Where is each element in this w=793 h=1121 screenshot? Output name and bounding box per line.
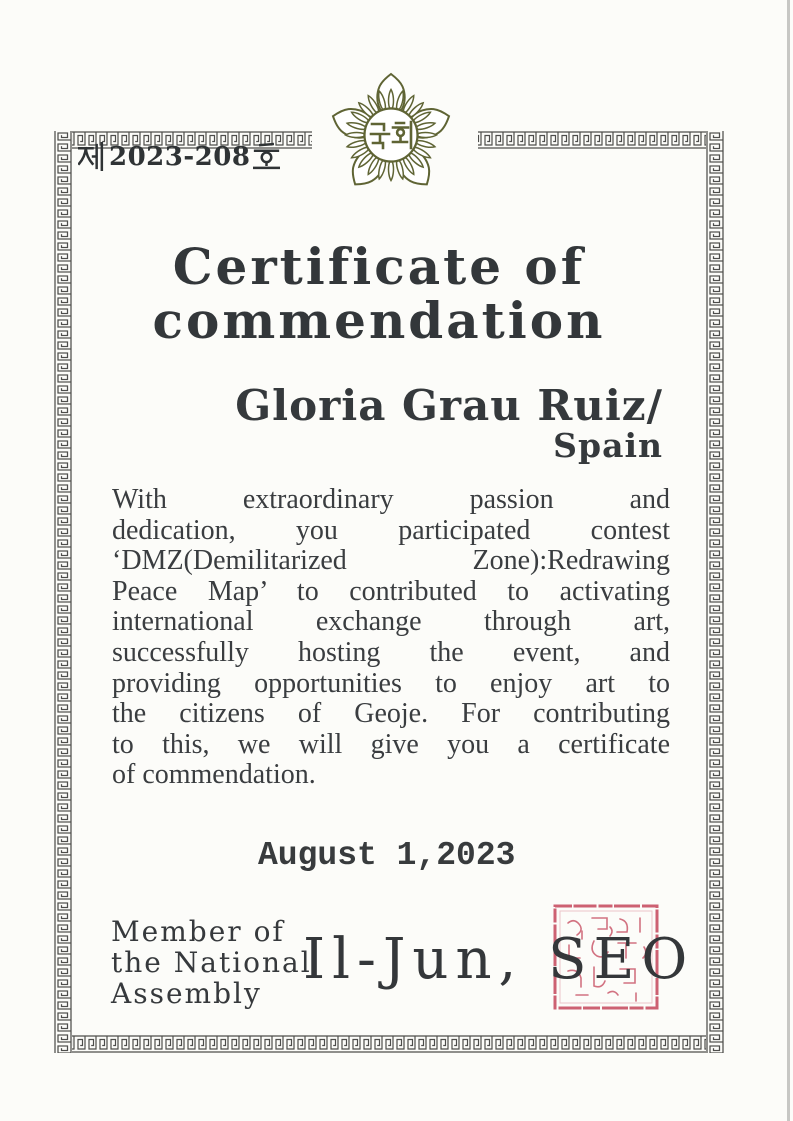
recipient-block bbox=[235, 383, 663, 464]
text-line: the citizens of Geoje. For contributing bbox=[112, 698, 670, 730]
citation-body bbox=[112, 485, 670, 791]
title-line-2: commendation bbox=[152, 291, 606, 350]
text-line: the National bbox=[111, 946, 312, 979]
text-line: to this, we will give you a certificate bbox=[112, 728, 670, 760]
text-line: ‘DMZ(Demilitarized Zone):Redrawing bbox=[112, 545, 670, 577]
text-line: dedication, you participated contest bbox=[112, 514, 670, 546]
recipient-name: Gloria Grau Ruiz/ bbox=[235, 381, 663, 430]
text-line: Peace Map’ to contributed to activating bbox=[112, 575, 670, 607]
recipient-country: Spain bbox=[553, 426, 663, 465]
text-line: of commendation. bbox=[112, 759, 316, 791]
text-line: With extraordinary passion and bbox=[112, 484, 670, 515]
signer-name: Il-Jun, SEO bbox=[303, 927, 695, 992]
text-line: Member of bbox=[111, 915, 285, 948]
document-number-value: 2023-208 bbox=[109, 142, 251, 172]
text-line: providing opportunities to enjoy art to bbox=[112, 667, 670, 699]
title-line-1: Certificate of bbox=[172, 237, 586, 296]
text-line: successfully hosting the event, and bbox=[112, 636, 670, 668]
document-number bbox=[78, 142, 280, 171]
hangul-je-glyph bbox=[78, 142, 106, 171]
issue-date: August 1,2023 bbox=[258, 837, 516, 874]
hangul-ho-glyph bbox=[253, 142, 280, 171]
scan-page-edge bbox=[787, 0, 790, 1121]
text-line: Assembly bbox=[111, 977, 262, 1010]
border-top-right-segment bbox=[478, 131, 706, 149]
emblem-graphic bbox=[327, 70, 455, 200]
national-assembly-emblem bbox=[327, 70, 455, 200]
certificate-title bbox=[40, 237, 718, 350]
signer-role bbox=[111, 916, 312, 1009]
border-bottom bbox=[72, 1035, 706, 1053]
text-line: international exchange through art, bbox=[112, 606, 670, 638]
